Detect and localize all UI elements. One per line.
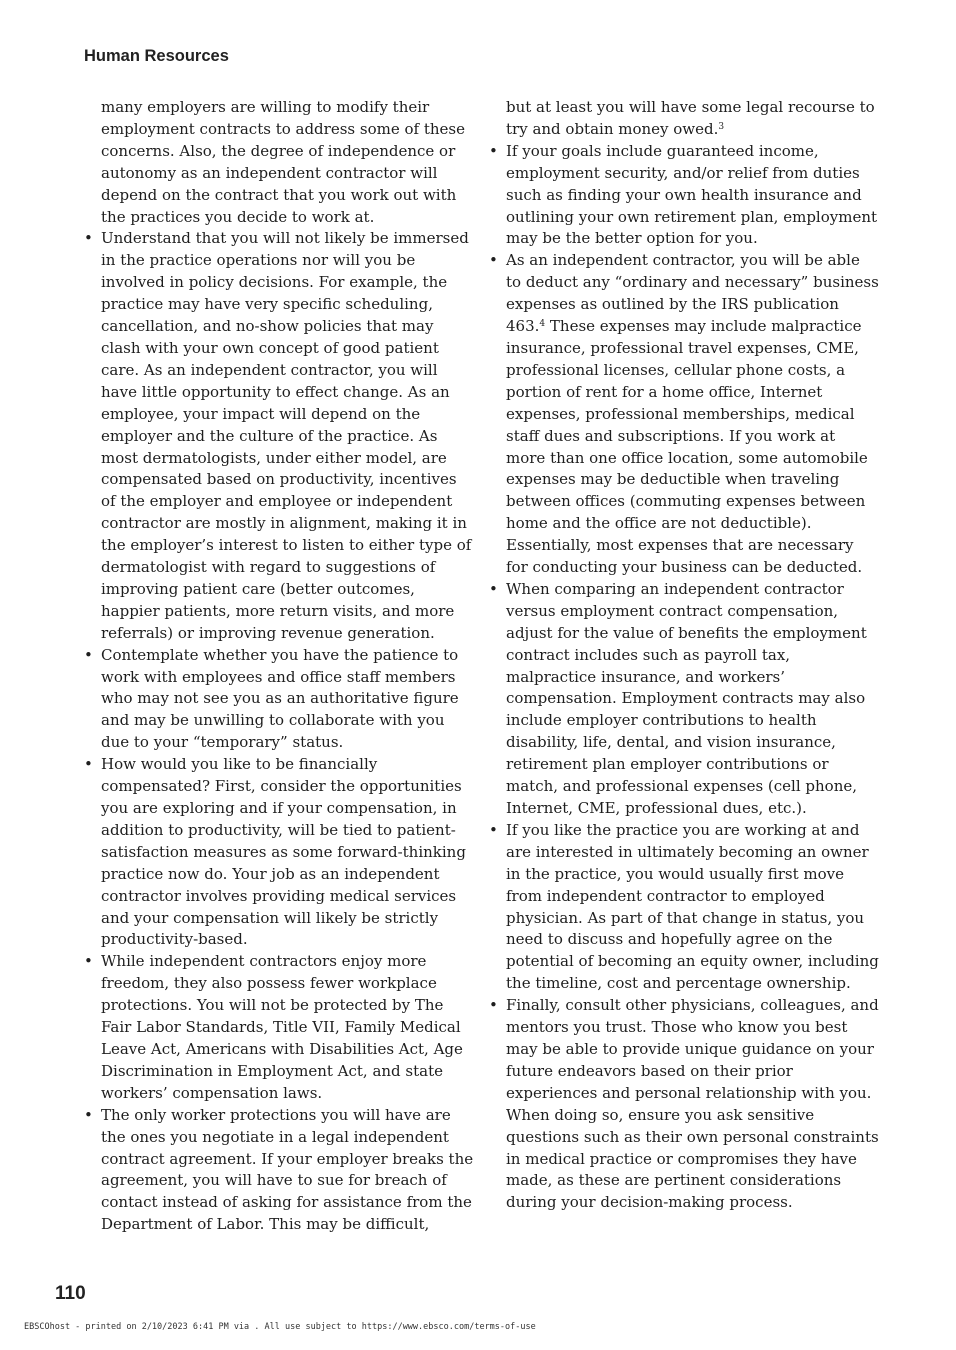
page-number: 110 bbox=[55, 1283, 86, 1304]
continuation-paragraph bbox=[489, 97, 879, 141]
list-item-text: As an independent contractor, you will be able to deduct any “ordinary and necessary” business expenses as outlined by the IRS publication 463. bbox=[506, 251, 879, 336]
reference-superscript: 3 bbox=[718, 121, 725, 132]
bullet-list bbox=[84, 228, 474, 1236]
list-item bbox=[84, 951, 474, 1104]
bullet-icon: • bbox=[84, 229, 93, 248]
bullet-icon: • bbox=[84, 755, 93, 774]
right-column bbox=[489, 97, 879, 1214]
list-item-text: The only worker protections you will have are the ones you negotiate in a legal independent contract agreement. If your employer breaks the agreement, you will have to sue for breach of contact instead of asking for assistance from the Department of Labor. This may be difficult, bbox=[101, 1105, 474, 1234]
bullet-icon: • bbox=[489, 820, 498, 839]
left-column bbox=[84, 97, 474, 1236]
running-header: Human Resources bbox=[84, 47, 229, 65]
list-item bbox=[489, 141, 879, 251]
list-item bbox=[84, 1105, 474, 1236]
reference-superscript: 4 bbox=[539, 319, 546, 330]
list-item-text: When comparing an independent contractor versus employment contract compensation, adjust for the value of benefits the employment contract includes such as payroll tax, malpractice insurance, and workers’ compensation. Employment contracts may also include employer contributions to health disability, life, dental, and vision insurance, retirement plan employer contributions or match, and professional expenses (cell phone, Internet, CME, professional dues, etc.). bbox=[506, 579, 867, 817]
bullet-icon: • bbox=[489, 251, 498, 270]
bullet-icon: • bbox=[489, 996, 498, 1015]
list-item bbox=[84, 645, 474, 755]
continuation-text: but at least you will have some legal recourse to try and obtain money owed. bbox=[506, 98, 875, 138]
list-item bbox=[84, 754, 474, 951]
list-item bbox=[489, 250, 879, 579]
bullet-icon: • bbox=[84, 645, 93, 664]
bullet-icon: • bbox=[84, 952, 93, 971]
list-item-text: If you like the practice you are working at and are interested in ultimately becoming an owner in the practice, you would usually first move from independent contractor to employed physician. As part of that change in status, you need to discuss and hopefully agree on the potential of becoming an equity owner, including the timeline, cost and percentage ownership. bbox=[506, 820, 879, 993]
list-item bbox=[489, 820, 879, 995]
list-item-text: Contemplate whether you have the patience to work with employees and office staff members who may not see you as an authoritative figure and may be unwilling to collaborate with you due to your “temporary” status. bbox=[101, 645, 459, 752]
bullet-list bbox=[489, 141, 879, 1214]
list-item-text: Finally, consult other physicians, colleagues, and mentors you trust. Those who know you best may be able to provide unique guidance on your future endeavors based on their prior experiences and personal relationship with you. When doing so, ensure you ask sensitive questions such as their own personal constraints in medical practice or compromises they have made, as these are pertinent considerations during your decision-making process. bbox=[506, 996, 879, 1212]
list-item bbox=[489, 995, 879, 1214]
bullet-icon: • bbox=[489, 141, 498, 160]
list-item-text: These expenses may include malpractice insurance, professional travel expenses, CME, professional licenses, cellular phone costs, a portion of rent for a home office, Internet expenses, professional memberships, medical staff dues and subscriptions. If you work at more than one office location, some automobile expenses may be deductible when traveling between offices (commuting expenses between home and the office are not deductible). Essentially, most expenses that are necessary for conducting your business can be deducted. bbox=[506, 317, 868, 577]
list-item-text: How would you like to be financially compensated? First, consider the opportunities you are exploring and if your compensation, in addition to productivity, will be tied to patient-satisfaction measures as some forward-thinking practice now do. Your job as an independent contractor involves providing medical services and your compensation will likely be strictly productivity-based. bbox=[101, 755, 466, 949]
bullet-icon: • bbox=[489, 579, 498, 598]
list-item-text: Understand that you will not likely be immersed in the practice operations nor will you be involved in policy decisions. For example, the practice may have very specific scheduling, cancellation, and no-show policies that may clash with your own concept of good patient care. As an independent contractor, you will have little opportunity to effect change. As an employee, your impact will depend on the employer and the culture of the practice. As most dermatologists, under either model, are compensated based on productivity, incentives of the employer and employee or independent contractor are mostly in alignment, making it in the employer’s interest to listen to either type of dermatologist with regard to suggestions of improving patient care (better outcomes, happier patients, more return visits, and more referrals) or improving revenue generation. bbox=[101, 229, 472, 642]
list-item-text: While independent contractors enjoy more freedom, they also possess fewer workplace protections. You will not be protected by The Fair Labor Standards, Title VII, Family Medical Leave Act, Americans with Disabilities Act, Age Discrimination in Employment Act, and state workers’ compensation laws. bbox=[101, 952, 463, 1102]
list-item-text: If your goals include guaranteed income, employment security, and/or relief from duties such as finding your own health insurance and outlining your own retirement plan, employment may be the better option for you. bbox=[506, 141, 878, 248]
print-footer: EBSCOhost - printed on 2/10/2023 6:41 PM via . All use subject to https://www.ebsco.com/terms-of-use bbox=[24, 1322, 536, 1332]
list-item bbox=[84, 228, 474, 644]
bullet-icon: • bbox=[84, 1105, 93, 1124]
continuation-paragraph: many employers are willing to modify their employment contracts to address some of these concerns. Also, the degree of independence or autonomy as an independent contractor will depend on the contract that you work out with the practices you decide to work at. bbox=[101, 98, 465, 226]
list-item bbox=[489, 579, 879, 820]
